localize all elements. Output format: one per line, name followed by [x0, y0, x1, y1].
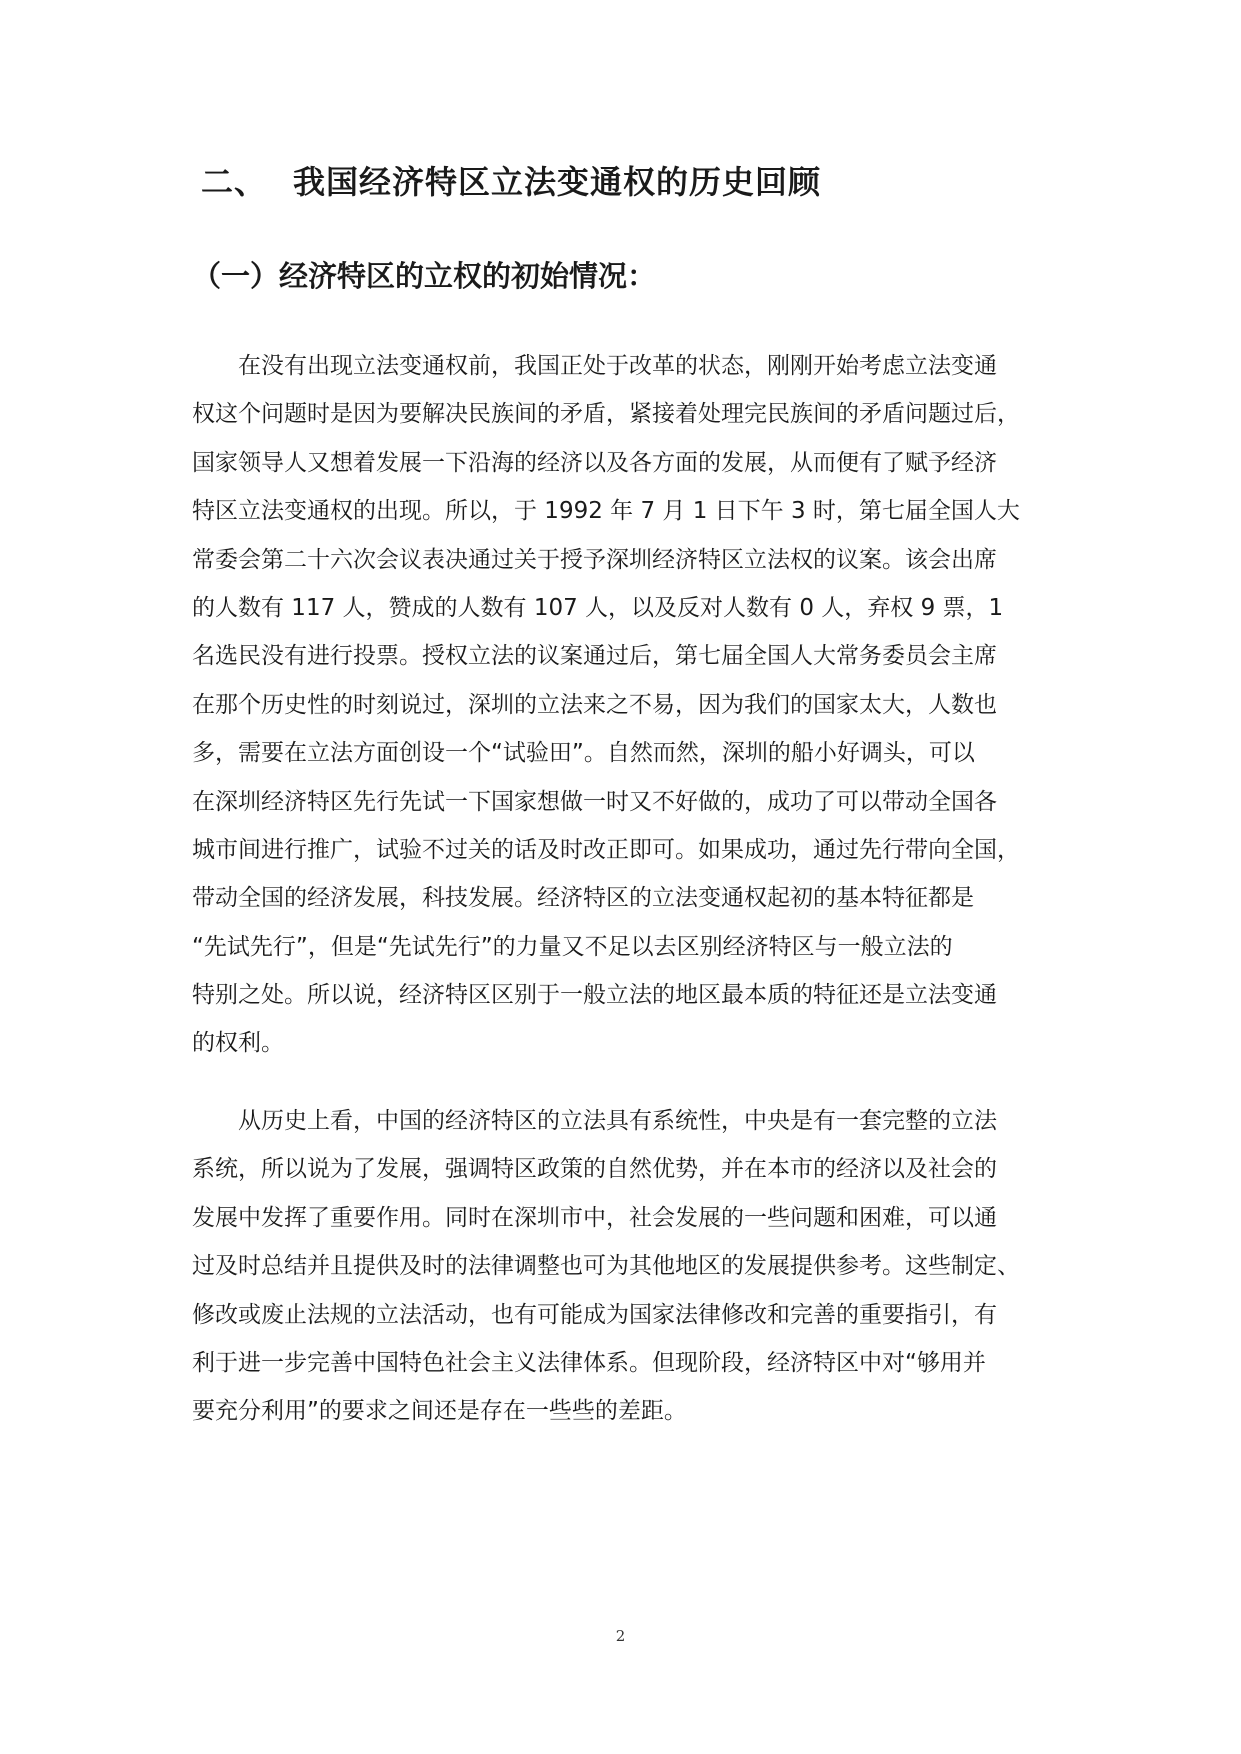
paragraph-line: 系统，所以说为了发展，强调特区政策的自然优势，并在本市的经济以及社会的	[192, 1156, 997, 1183]
paragraph-line: 发展中发挥了重要作用。同时在深圳市中，社会发展的一些问题和困难，可以通	[192, 1204, 997, 1231]
paragraph-line: 在那个历史性的时刻说过，深圳的立法来之不易，因为我们的国家太大，人数也	[192, 691, 997, 718]
paragraph-line: 城市间进行推广，试验不过关的话及时改正即可。如果成功，通过先行带向全国，	[192, 836, 1020, 863]
body-paragraph-1	[192, 342, 1052, 1068]
paragraph-line: 多，需要在立法方面创设一个“试验田”。自然而然，深圳的船小好调头，可以	[192, 740, 975, 767]
paragraph-line: 的权利。	[192, 1030, 284, 1057]
paragraph-line: 过及时总结并且提供及时的法律调整也可为其他地区的发展提供参考。这些制定、	[192, 1253, 1020, 1280]
paragraph-line: 在深圳经济特区先行先试一下国家想做一时又不好做的，成功了可以带动全国各	[192, 788, 997, 815]
page-number: 2	[615, 1627, 626, 1645]
paragraph-line: 在没有出现立法变通权前，我国正处于改革的状态，刚刚开始考虑立法变通	[192, 353, 997, 379]
paragraph-line: 的人数有 117 人，赞成的人数有 107 人，以及反对人数有 0 人，弃权 9 票，1	[192, 594, 1004, 621]
paragraph-line: 常委会第二十六次会议表决通过关于授予深圳经济特区立法权的议案。该会出席	[192, 546, 997, 573]
section-number: 二、	[201, 163, 268, 201]
section-title: 我国经济特区立法变通权的历史回顾	[293, 163, 822, 201]
paragraph-line: 利于进一步完善中国特色社会主义法律体系。但现阶段，经济特区中对“够用并	[192, 1349, 986, 1376]
paragraph-line: 国家领导人又想着发展一下沿海的经济以及各方面的发展，从而便有了赋予经济	[192, 449, 997, 476]
paragraph-line: 权这个问题时是因为要解决民族间的矛盾，紧接着处理完民族间的矛盾问题过后，	[192, 401, 1020, 428]
section-heading	[201, 160, 821, 204]
paragraph-line: 修改或废止法规的立法活动，也有可能成为国家法律修改和完善的重要指引，有	[192, 1301, 997, 1328]
paragraph-line: “先试先行”，但是“先试先行”的力量又不足以去区别经济特区与一般立法的	[192, 933, 953, 960]
paragraph-line: 带动全国的经济发展，科技发展。经济特区的立法变通权起初的基本特征都是	[192, 885, 974, 912]
paragraph-line: 特区立法变通权的出现。所以，于 1992 年 7 月 1 日下午 3 时，第七届全国人大	[192, 498, 1020, 525]
subsection-heading: （一）经济特区的立权的初始情况：	[192, 259, 657, 293]
paragraph-line: 要充分利用”的要求之间还是存在一些些的差距。	[192, 1398, 687, 1425]
paragraph-line: 名选民没有进行投票。授权立法的议案通过后，第七届全国人大常务委员会主席	[192, 643, 997, 670]
paragraph-line: 特别之处。所以说，经济特区区别于一般立法的地区最本质的特征还是立法变通	[192, 982, 997, 1009]
paragraph-line: 从历史上看，中国的经济特区的立法具有系统性，中央是有一套完整的立法	[192, 1108, 997, 1134]
body-paragraph-2	[192, 1097, 1052, 1436]
